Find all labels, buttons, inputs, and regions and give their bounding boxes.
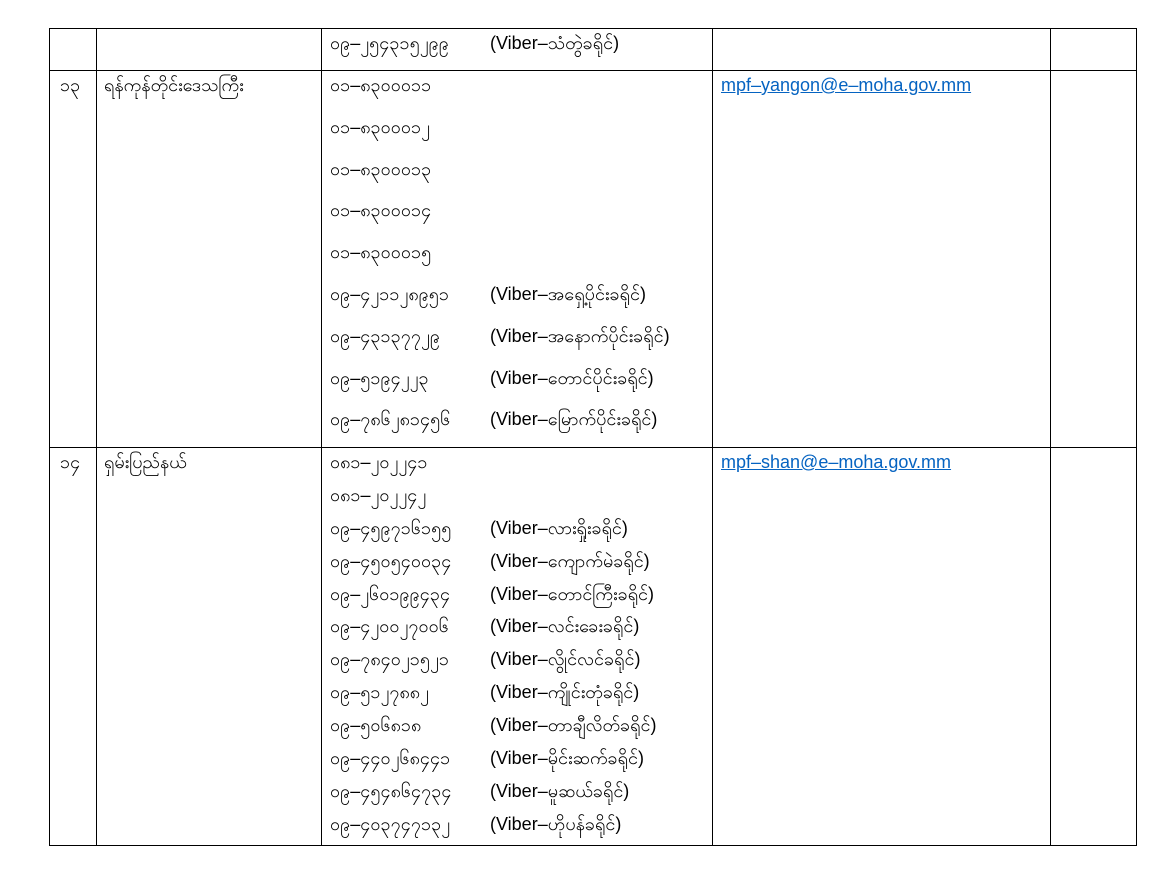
phone-line bbox=[330, 711, 712, 744]
phone-line bbox=[330, 29, 712, 71]
phone-number: ၀၉–၄၂၁၁၂၈၉၅၁ bbox=[330, 283, 449, 304]
phone-number: ၀၉–၇၈၆၂၈၁၄၅၆ bbox=[330, 409, 451, 430]
email-link[interactable]: mpf–yangon@e–moha.gov.mm bbox=[721, 75, 972, 95]
phone-number: ၀၉–၄၅၉၇၁၆၁၅၅ bbox=[330, 517, 452, 538]
viber-note: (Viber–ကျောက်မဲခရိုင်) bbox=[490, 550, 650, 571]
phone-line bbox=[330, 744, 712, 777]
phone-line bbox=[330, 810, 712, 843]
phone-cell bbox=[322, 448, 713, 846]
phone-line bbox=[330, 113, 712, 155]
viber-note: (Viber–လွိုင်လင်ခရိုင်) bbox=[490, 649, 641, 670]
region-cell bbox=[97, 448, 322, 846]
phone-cell bbox=[322, 71, 713, 448]
row-number: ၁၃ bbox=[60, 75, 81, 95]
phone-line bbox=[330, 645, 712, 678]
phone-line bbox=[330, 71, 712, 113]
phone-number: ၀၉–၇၈၄၀၂၁၅၂၁ bbox=[330, 649, 449, 670]
viber-note: (Viber–မိုင်းဆက်ခရိုင်) bbox=[490, 748, 644, 769]
phone-number: ၀၉–၂၆၀၁၉၉၄၃၄ bbox=[330, 583, 451, 604]
phone-line bbox=[330, 612, 712, 645]
phone-number: ၀၉–၄၅၄၈၆၄၇၃၄ bbox=[330, 780, 452, 801]
phone-number: ၀၉–၄၃၁၃၇၇၂၉ bbox=[330, 325, 440, 346]
viber-note: (Viber–လင်းခေးခရိုင်) bbox=[490, 616, 640, 637]
viber-note: (Viber–မြောက်ပိုင်းခရိုင်) bbox=[490, 409, 658, 430]
phone-line bbox=[330, 481, 712, 514]
email-link[interactable]: mpf–shan@e–moha.gov.mm bbox=[721, 452, 952, 472]
remarks-cell bbox=[1051, 29, 1137, 71]
phone-line bbox=[330, 777, 712, 810]
phone-number: ၀၈၁–၂၀၂၂၄၁ bbox=[330, 452, 428, 472]
row-number-cell bbox=[50, 71, 97, 448]
region-cell bbox=[97, 29, 322, 71]
region-name: ရန်ကုန်တိုင်းဒေသကြီး bbox=[104, 75, 244, 95]
region-cell bbox=[97, 71, 322, 448]
phone-number: ၀၁–၈၃၀၀၀၁၄ bbox=[330, 200, 432, 221]
phone-number: ၀၉–၄၅၀၅၄၀၀၃၄ bbox=[330, 550, 452, 571]
phone-number: ၀၈၁–၂၀၂၂၄၂ bbox=[330, 484, 427, 505]
remarks-cell bbox=[1051, 71, 1137, 448]
row-number-cell bbox=[50, 448, 97, 846]
row-number: ၁၄ bbox=[60, 452, 81, 472]
viber-note: (Viber–လားရှိုးခရိုင်) bbox=[490, 517, 628, 538]
phone-line bbox=[330, 280, 712, 322]
phone-line bbox=[330, 514, 712, 547]
phone-line bbox=[330, 678, 712, 711]
phone-number: ၀၉–၄၂၀၀၂၇၀၀၆ bbox=[330, 616, 449, 637]
phone-number: ၀၉–၅၁၉၄၂၂၃ bbox=[330, 367, 429, 388]
phone-number: ၀၁–၈၃၀၀၀၁၂ bbox=[330, 116, 431, 137]
region-name: ရှမ်းပြည်နယ် bbox=[104, 452, 187, 472]
email-cell bbox=[713, 448, 1051, 846]
phone-line bbox=[330, 364, 712, 406]
phone-line bbox=[330, 547, 712, 580]
phone-number: ၀၁–၈၃၀၀၀၁၃ bbox=[330, 158, 432, 179]
phone-line bbox=[330, 322, 712, 364]
phone-number: ၀၁–၈၃၀၀၀၁၁ bbox=[330, 75, 432, 95]
contact-table bbox=[49, 28, 1137, 846]
viber-note: (Viber–တောင်ကြီးခရိုင်) bbox=[490, 583, 655, 604]
row-number-cell bbox=[50, 29, 97, 71]
phone-number: ၀၉–၄၀၃၇၄၇၁၃၂ bbox=[330, 813, 451, 834]
phone-number: ၀၉–၅၀၆၈၁၈ bbox=[330, 715, 422, 736]
viber-note: (Viber–အနောက်ပိုင်းခရိုင်) bbox=[490, 325, 670, 346]
phone-line bbox=[330, 238, 712, 280]
phone-line bbox=[330, 196, 712, 238]
viber-note: (Viber–မူဆယ်ခရိုင်) bbox=[490, 780, 630, 801]
phone-line bbox=[330, 580, 712, 613]
phone-number: ၀၉–၂၅၄၃၁၅၂၉၉ bbox=[330, 33, 449, 53]
viber-note: (Viber–ကျိုင်းတုံခရိုင်) bbox=[490, 682, 640, 703]
viber-note: (Viber–အရှေ့ပိုင်းခရိုင်) bbox=[490, 283, 646, 304]
viber-note: (Viber–တောင်ပိုင်းခရိုင်) bbox=[490, 367, 654, 388]
phone-number: ၀၉–၅၁၂၇၈၈၂ bbox=[330, 682, 429, 703]
remarks-cell bbox=[1051, 448, 1137, 846]
phone-cell bbox=[322, 29, 713, 71]
phone-number: ၀၁–၈၃၀၀၀၁၅ bbox=[330, 242, 432, 263]
viber-note: (Viber–ဟိုပန်ခရိုင်) bbox=[490, 813, 622, 834]
phone-line bbox=[330, 405, 712, 447]
viber-note: (Viber–တာချီလိတ်ခရိုင်) bbox=[490, 715, 657, 736]
email-cell bbox=[713, 71, 1051, 448]
phone-line bbox=[330, 448, 712, 481]
phone-line bbox=[330, 155, 712, 197]
phone-number: ၀၉–၄၄၀၂၆၈၄၄၁ bbox=[330, 748, 451, 769]
email-cell bbox=[713, 29, 1051, 71]
viber-note: (Viber–သံတွဲခရိုင်) bbox=[490, 33, 620, 53]
